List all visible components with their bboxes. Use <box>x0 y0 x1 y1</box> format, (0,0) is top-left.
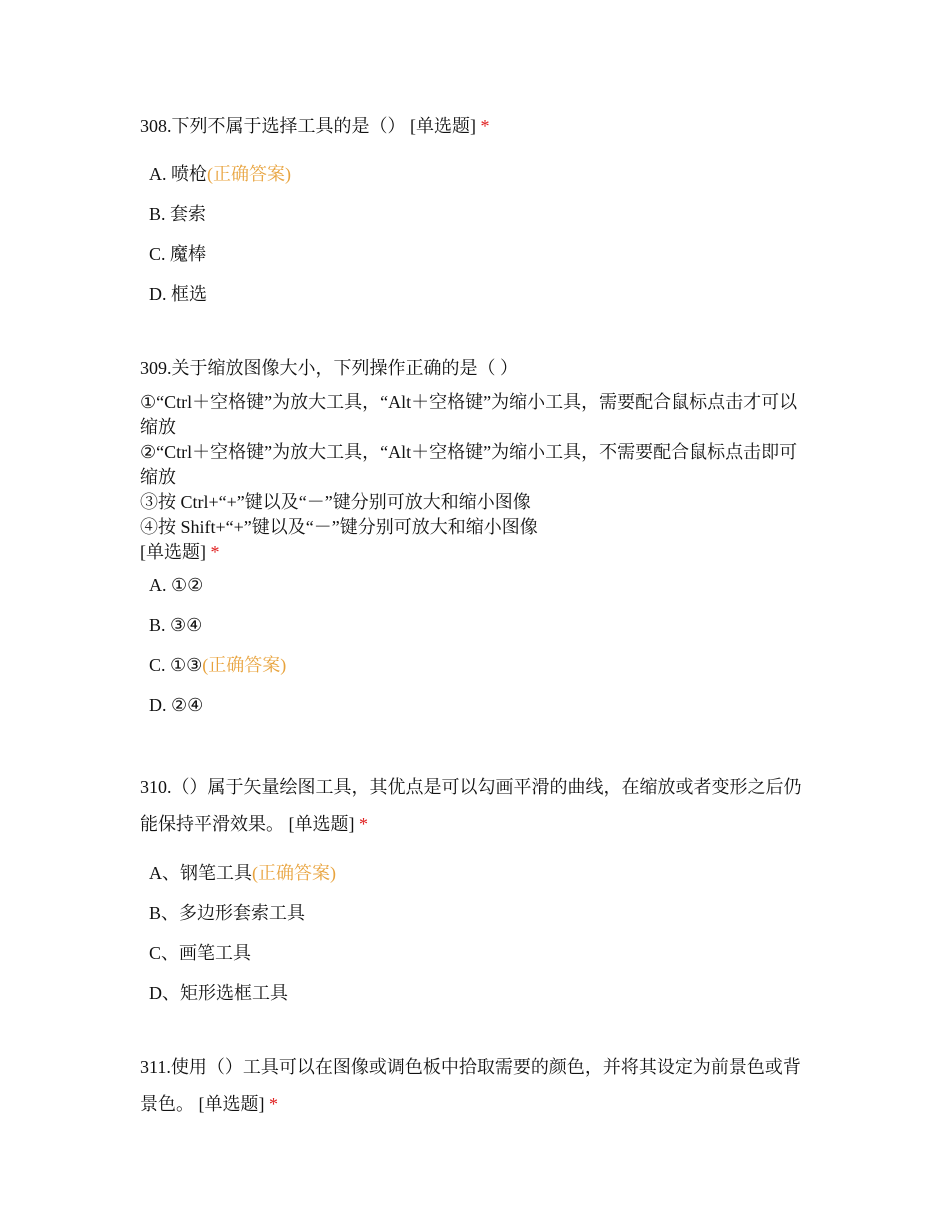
question-type-tag: [单选题] <box>288 814 355 834</box>
question-text: 308.下列不属于选择工具的是（） <box>140 116 406 136</box>
option-c[interactable] <box>149 645 810 685</box>
option-d[interactable] <box>149 274 810 314</box>
question-type-tag: [单选题] <box>198 1094 265 1114</box>
option-a[interactable] <box>149 565 810 605</box>
option-d[interactable] <box>149 685 810 725</box>
option-label: B. 套索 <box>149 204 207 224</box>
statement-1: ①“Ctrl＋空格键”为放大工具，“Alt＋空格键”为缩小工具，需要配合鼠标点击才可以缩放 <box>140 392 798 437</box>
option-a[interactable] <box>149 154 810 194</box>
option-label: B、多边形套索工具 <box>149 903 306 923</box>
option-label: A. ①② <box>149 575 204 595</box>
required-mark: * <box>359 814 368 834</box>
question-title <box>140 350 810 386</box>
question-type-tag: [单选题] <box>410 116 476 136</box>
required-mark: * <box>480 116 490 136</box>
question-type-tag: [单选题] <box>140 542 206 562</box>
statement-2: ②“Ctrl＋空格键”为放大工具，“Alt＋空格键”为缩小工具，不需要配合鼠标点击即可缩放 <box>140 442 798 487</box>
question-type-line <box>140 540 810 565</box>
required-mark: * <box>269 1094 278 1114</box>
option-c[interactable] <box>149 234 810 274</box>
question-title <box>140 769 810 843</box>
question-309 <box>140 350 810 725</box>
question-310 <box>140 769 810 1013</box>
option-b[interactable] <box>149 194 810 234</box>
question-308 <box>140 108 810 314</box>
statement-4: ④按 Shift+“+”键以及“－”键分别可放大和缩小图像 <box>140 517 538 537</box>
question-text: 311.使用（）工具可以在图像或调色板中拾取需要的颜色，并将其设定为前景色或背景色。 <box>140 1057 801 1114</box>
option-d[interactable] <box>149 973 810 1013</box>
correct-answer-note: (正确答案) <box>202 655 287 675</box>
option-label: D. 框选 <box>149 284 207 304</box>
correct-answer-note: (正确答案) <box>207 164 291 184</box>
option-a[interactable] <box>149 853 810 893</box>
question-title <box>140 1049 810 1123</box>
option-b[interactable] <box>149 893 810 933</box>
option-list <box>140 565 810 725</box>
option-list <box>140 154 810 314</box>
option-label: A. 喷枪 <box>149 164 207 184</box>
correct-answer-note: (正确答案) <box>252 863 336 883</box>
option-label: A、钢笔工具 <box>149 863 252 883</box>
question-311 <box>140 1049 810 1123</box>
option-label: C. ①③ <box>149 655 203 675</box>
option-label: C. 魔棒 <box>149 244 207 264</box>
question-title <box>140 108 810 144</box>
statement-3: ③按 Ctrl+“+”键以及“－”键分别可放大和缩小图像 <box>140 492 531 512</box>
option-label: D. ②④ <box>149 695 204 715</box>
option-c[interactable] <box>149 933 810 973</box>
required-mark: * <box>210 542 220 562</box>
question-text: 309.关于缩放图像大小，下列操作正确的是（ ） <box>140 358 518 378</box>
question-text: 310.（）属于矢量绘图工具，其优点是可以勾画平滑的曲线，在缩放或者变形之后仍能保持平滑效果。 <box>140 777 802 834</box>
option-label: B. ③④ <box>149 615 203 635</box>
question-statements <box>140 390 810 565</box>
option-b[interactable] <box>149 605 810 645</box>
option-list <box>140 853 810 1013</box>
option-label: D、矩形选框工具 <box>149 983 288 1003</box>
option-label: C、画笔工具 <box>149 943 252 963</box>
